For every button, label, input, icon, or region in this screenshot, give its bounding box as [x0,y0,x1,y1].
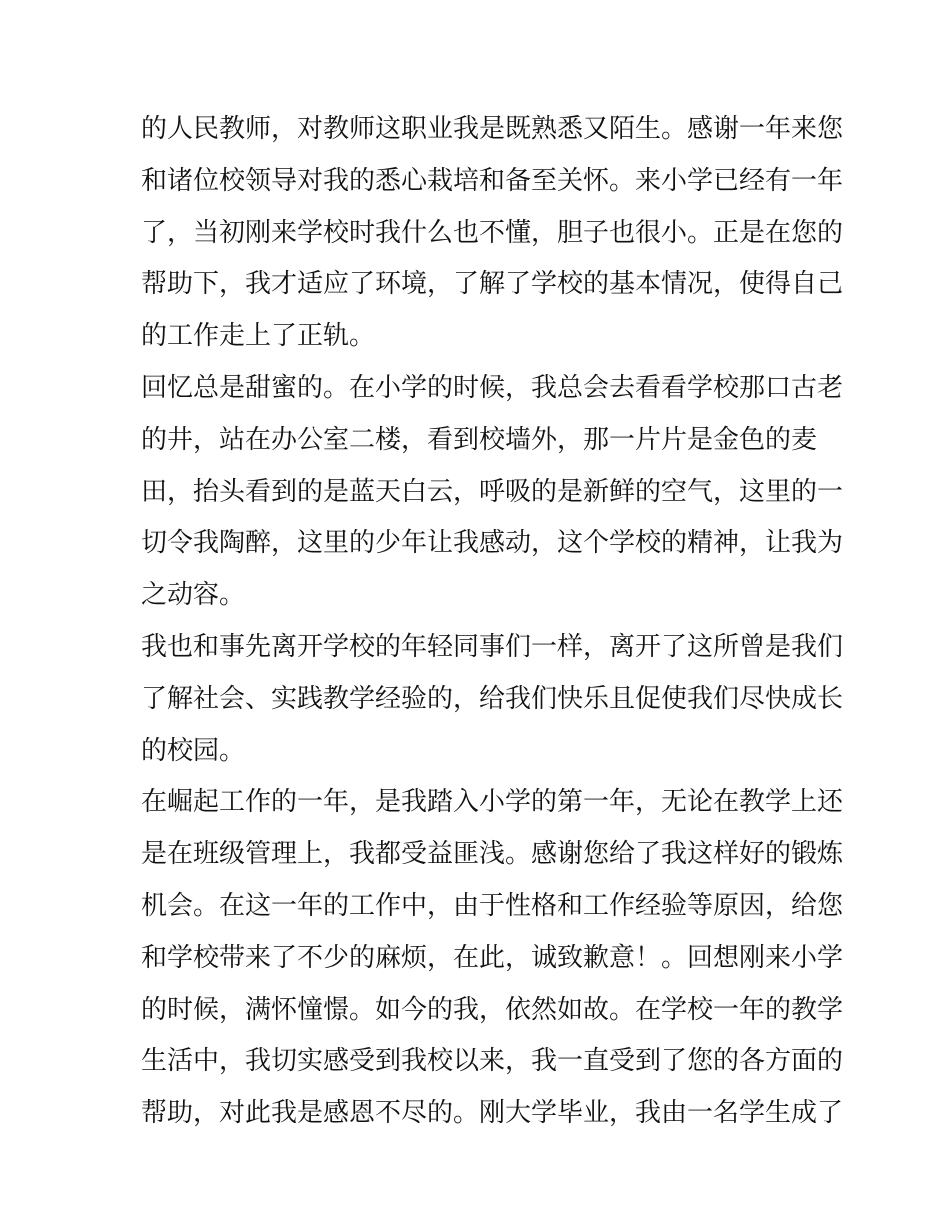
text-line: 帮助下，我才适应了环境，了解了学校的基本情况，使得自己 [141,269,844,300]
text-line: 我也和事先离开学校的年轻同事们一样，离开了这所曾是我们 [141,631,844,662]
text-line: 了解社会、实践教学经验的，给我们快乐且促使我们尽快成长 [141,683,844,714]
text-line: 和学校带来了不少的麻烦，在此，诚致歉意！。回想刚来小学 [141,942,844,973]
text-line: 是在班级管理上，我都受益匪浅。感谢您给了我这样好的锻炼 [141,839,844,870]
text-line: 了，当初刚来学校时我什么也不懂，胆子也很小。正是在您的 [141,217,844,248]
text-line: 的井，站在办公室二楼，看到校墙外，那一片片是金色的麦 [141,424,818,455]
text-line: 机会。在这一年的工作中，由于性格和工作经验等原因，给您 [141,890,844,921]
paragraph [141,363,844,622]
text-line: 帮助，对此我是感恩不尽的。刚大学毕业，我由一名学生成了 [141,1098,844,1129]
text-line [141,1140,813,1192]
text-line: 的人民教师，对教师这职业我是既熟悉又陌生。感谢一年来您 [141,114,844,144]
paragraph [141,104,844,363]
text-line: 回忆总是甜蜜的。在小学的时候，我总会去看看学校那口古老 [141,372,844,403]
text-line: 的工作走上了正轨。 [141,321,376,352]
text-line: 之动容。 [141,580,246,611]
text-line: 和诸位校领导对我的悉心栽培和备至关怀。来小学已经有一年 [141,165,844,196]
document-body [141,104,844,1192]
paragraph [141,622,844,777]
paragraph [141,777,844,1191]
text-line: 田，抬头看到的是蓝天白云，呼吸的是新鲜的空气，这里的一 [141,476,844,507]
text-line: 的时候，满怀憧憬。如今的我，依然如故。在学校一年的教学 [141,994,844,1025]
text-line: 切令我陶醉，这里的少年让我感动，这个学校的精神，让我为 [141,528,844,559]
text-line: 在崛起工作的一年，是我踏入小学的第一年，无论在教学上还 [141,787,844,818]
text-line: 的校园。 [141,735,246,766]
text-line: 生活中，我切实感受到我校以来，我一直受到了您的各方面的 [141,1046,844,1077]
